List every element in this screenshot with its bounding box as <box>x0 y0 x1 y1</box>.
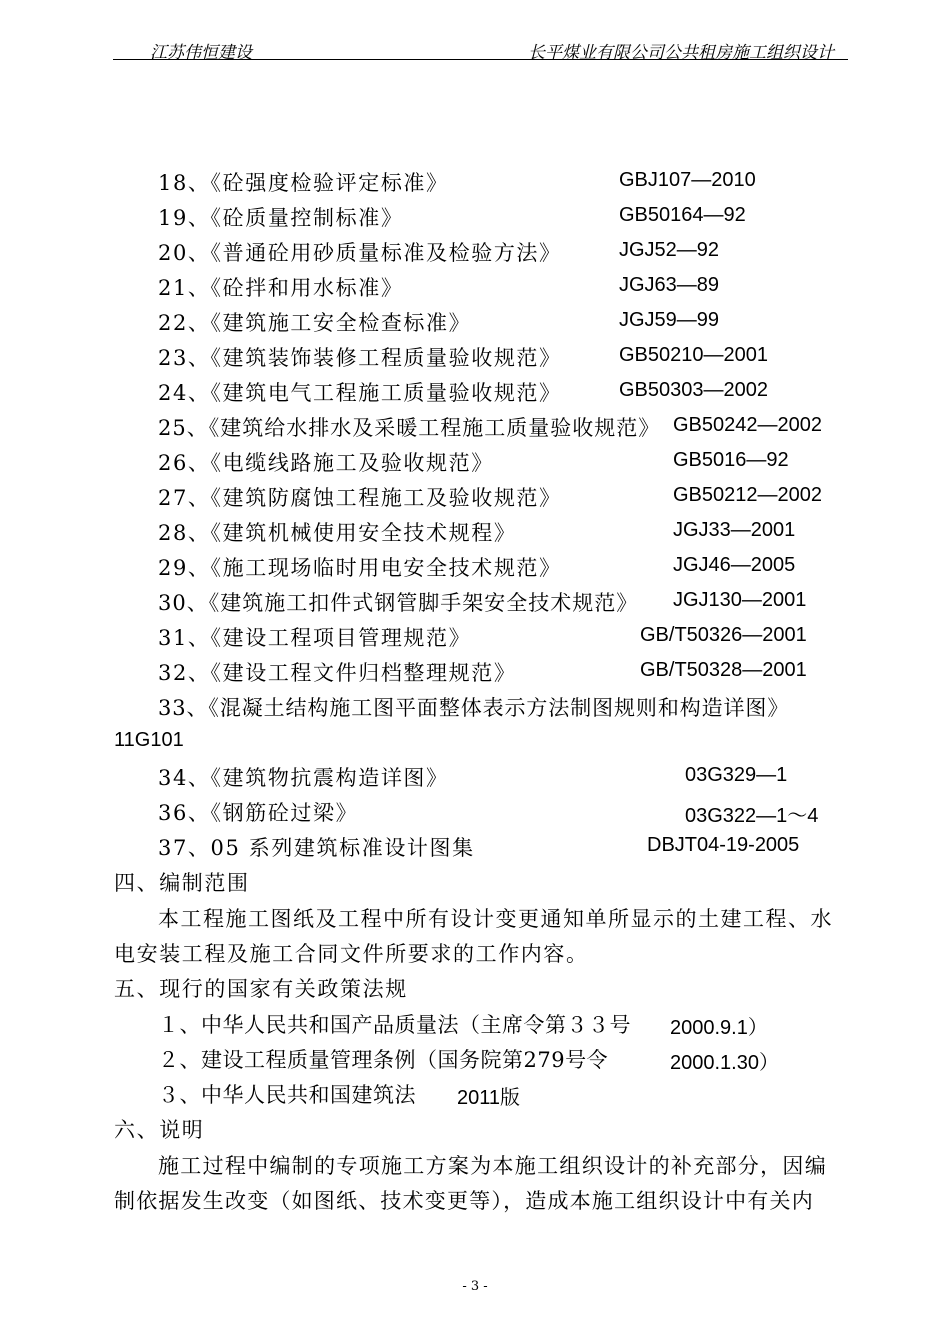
law-item-2: ２、建设工程质量管理条例（国务院第279号令 <box>158 1048 609 1072</box>
standard-item-28: 28、《建筑机械使用安全技术规程》 <box>158 521 517 545</box>
section-4-heading: 四、编制范围 <box>114 871 250 895</box>
standard-code-21: JGJ63—89 <box>619 274 720 296</box>
standard-code-31: GB/T50326—2001 <box>640 624 807 646</box>
standard-code-37: DBJT04-19-2005 <box>647 834 800 856</box>
standard-code-23: GB50210—2001 <box>619 344 769 366</box>
standard-code-34: 03G329—1 <box>685 764 788 786</box>
standard-item-24: 24、《建筑电气工程施工质量验收规范》 <box>158 381 562 405</box>
standard-item-27: 27、《建筑防腐蚀工程施工及验收规范》 <box>158 486 562 510</box>
header-rule <box>113 59 848 60</box>
law-item-1-date: 2000.9.1） <box>670 1017 768 1039</box>
standard-item-20: 20、《普通砼用砂质量标准及检验方法》 <box>158 241 562 265</box>
standard-item-34: 34、《建筑物抗震构造详图》 <box>158 766 449 790</box>
law-item-3: ３、中华人民共和国建筑法 <box>158 1083 416 1107</box>
standard-item-37: 37、05 系列建筑标准设计图集 <box>158 836 475 860</box>
header-company: 江苏伟恒建设 <box>150 43 252 63</box>
standard-item-23: 23、《建筑装饰装修工程质量验收规范》 <box>158 346 562 370</box>
header-document-title: 长平煤业有限公司公共租房施工组织设计 <box>528 43 834 63</box>
standard-item-26: 26、《电缆线路施工及验收规范》 <box>158 451 494 475</box>
standard-item-30: 30、《建筑施工扣件式钢管脚手架安全技术规范》 <box>158 591 639 615</box>
section-5-heading: 五、现行的国家有关政策法规 <box>114 977 408 1001</box>
standard-code-24: GB50303—2002 <box>619 379 769 401</box>
standard-code-32: GB/T50328—2001 <box>640 659 807 681</box>
standard-item-33: 33、《混凝土结构施工图平面整体表示方法制图规则和构造详图》 <box>158 696 790 720</box>
standard-code-33: 11G101 <box>114 729 184 751</box>
standard-item-25: 25、《建筑给水排水及采暖工程施工质量验收规范》 <box>158 416 661 440</box>
section-6-paragraph-line-2: 制依据发生改变（如图纸、技术变更等），造成本施工组织设计中有关内 <box>114 1189 814 1213</box>
page-number: - 3 - <box>462 1279 488 1294</box>
standard-code-36: 03G322—1～4 <box>685 805 819 827</box>
law-item-2-date: 2000.1.30） <box>670 1052 779 1074</box>
standard-item-18: 18、《砼强度检验评定标准》 <box>158 171 449 195</box>
standard-item-36: 36、《钢筋砼过梁》 <box>158 801 359 825</box>
standard-code-22: JGJ59—99 <box>619 309 720 331</box>
standard-code-26: GB5016—92 <box>673 449 789 471</box>
standard-item-19: 19、《砼质量控制标准》 <box>158 206 404 230</box>
standard-item-32: 32、《建设工程文件归档整理规范》 <box>158 661 517 685</box>
section-6-heading: 六、说明 <box>114 1118 205 1142</box>
standard-item-29: 29、《施工现场临时用电安全技术规范》 <box>158 556 562 580</box>
standard-code-30: JGJ130—2001 <box>673 589 807 611</box>
standard-item-31: 31、《建设工程项目管理规范》 <box>158 626 472 650</box>
section-4-paragraph-line-2: 电安装工程及施工合同文件所要求的工作内容。 <box>114 942 589 966</box>
law-item-3-date: 2011版 <box>457 1087 521 1109</box>
standard-code-28: JGJ33—2001 <box>673 519 796 541</box>
standard-item-21: 21、《砼拌和用水标准》 <box>158 276 404 300</box>
standard-code-18: GBJ107—2010 <box>619 169 756 191</box>
section-4-paragraph-line-1: 本工程施工图纸及工程中所有设计变更通知单所显示的土建工程、水 <box>158 907 833 931</box>
standard-code-19: GB50164—92 <box>619 204 746 226</box>
standard-code-20: JGJ52—92 <box>619 239 720 261</box>
standard-code-25: GB50242—2002 <box>673 414 823 436</box>
law-item-1: １、中华人民共和国产品质量法（主席令第３３号 <box>158 1013 631 1037</box>
standard-item-22: 22、《建筑施工安全检查标准》 <box>158 311 472 335</box>
standard-code-27: GB50212—2002 <box>673 484 823 506</box>
standard-code-29: JGJ46—2005 <box>673 554 796 576</box>
section-6-paragraph-line-1: 施工过程中编制的专项施工方案为本施工组织设计的补充部分，因编 <box>158 1154 827 1178</box>
